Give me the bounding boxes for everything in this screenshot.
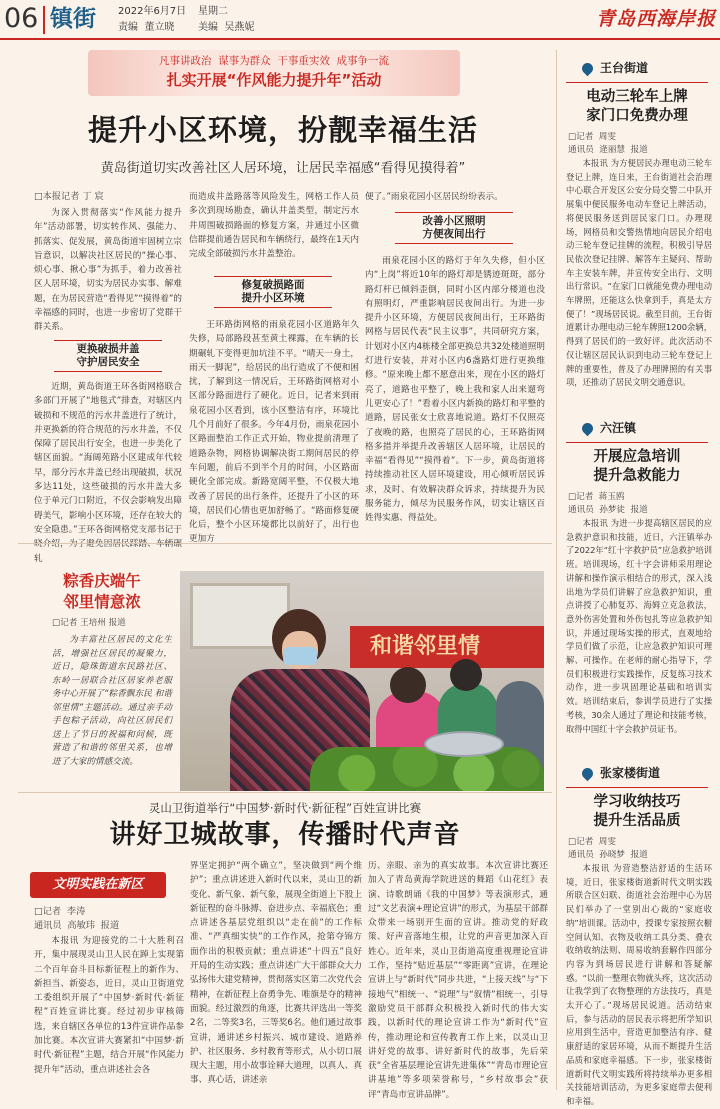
brief-title: 开展应急培训 提升急救能力 xyxy=(593,449,681,484)
brief-zhangjialou xyxy=(562,757,712,1106)
brief-body: 本报讯 为方便居民办理电动三轮车登记上牌，连日来，王台街道社会治理中心联合开发区公安分局交警二中队开展集中便民服务电动车登记上牌活动，将便民服务送到居民家门口。办理现场，网格员和交警热情地向居民介绍电动三轮车登记挂牌的流程，积极引导居民依次登记挂牌、解答车主疑问、帮助车主安装车牌，并宣传安全出行、文明出行常识。“在家门口就能免费办理电动车牌照，还能这么快拿到手，真是太方便了！”现场居民说。截至目前，王台街道累计办理电动三轮车牌照1200余辆，得到了居民们的一致好评。此次活动不仅让辖区居民认识到电动三轮车登记上牌的重要性，普及了办理牌照的有关事项，还推动了居民文明交通意识。 xyxy=(566,158,712,388)
brief-byline-reporter: □记者 周雯 xyxy=(568,837,616,847)
brief-byline-correspondent: 通讯员 孙梦徒 报道 xyxy=(568,505,648,515)
dragon-boat-festival-photo xyxy=(180,571,544,791)
header-date: 2022年6月7日 xyxy=(118,6,187,17)
photo-headline: 粽香庆端午 邻里情意浓 xyxy=(63,571,141,611)
campaign-banner xyxy=(88,50,460,96)
bottom-col3: 历、亲眼、亲为的真实故事。本次宣讲比赛还加入了青岛黄海学院进送的舞蹈《山花红》表演、诗歌朗诵《我的中国梦》等表演形式，通过“文艺表演+理论宣讲”的形式，为基层干部群众带来一场别开生面的宣讲。推动党的好政策、好声音落地生根，让党的声音更加深入百姓心。近年来，灵山卫街道高度重视理论宣讲工作，坚持“贴近基层”“零距离”宣讲，在理论宣讲上与“新时代”同步共进，“上接天线”与“下接地气”相统一、“说理”与“叙情”相统一，引导激励党员干部群众积极投入新时代的伟大实践，以新时代的理论宣讲工作为“新时代”宣传，推动理论和宣传教育工作上来，以灵山卫讲好党的故事、讲好新时代的故事，先后荣获“全省基层理论宣讲先进集体”“青岛市理论宣讲基地”等多项荣誉称号，“乡村故事会”获评“青岛市宣讲品牌”。 xyxy=(368,861,548,1100)
brief-body: 本报讯 为营造整洁舒适的生活环境，近日，张家楼街道新时代文明实践所联合区妇联、街道社会治理中心为居民们举办了一堂别出心裁的“家庭收纳”培训课。活动中，授课专家按照衣橱空间认知、衣物及收纳工具分类、叠衣收纳收纳法则、周易收纳套解作四部分内容为到场居民进行讲解和答疑解惑。“以前一整理衣物就头疼，这次活动让我学到了衣物整理的方法技巧，真是太开心了。”现场居民说道。活动结束后，参与活动的居民表示将把所学知识应用到生活中，营造更加整洁有序、健康舒适的家居环境，从而不断提升生活品质和家庭幸福感。下一步，张家楼街道新时代文明实践所将持续举办更多相关技能培训活动，为更多家庭带去便利和幸福。 xyxy=(566,863,712,1106)
brief-district-rule xyxy=(566,442,708,443)
page-header xyxy=(0,0,720,40)
main-col2-intro: 而造成井盖路落等风险发生，网格工作人员多次到现场勘查，确认井盖类型，制定污水井周围破损路面的修复方案，并通过小区微信群提前通告居民和车辆绕行，最终在1天内完成全部破损污水井盖整治。 xyxy=(189,192,359,260)
subheading-road: 修复破损路面 提升小区环境 xyxy=(214,276,332,308)
photo-woman-mask xyxy=(283,647,317,665)
badge-text: 文明实践在新区 xyxy=(52,877,144,892)
page-number: 06 xyxy=(4,3,39,34)
main-subtitle: 黄岛街道切实改善社区人居环境，让居民幸福感“看得见摸得着” xyxy=(100,161,466,176)
photo-person-green-head xyxy=(450,659,482,691)
subheading-manhole: 更换破损井盖 守护居民安全 xyxy=(54,340,162,372)
photo-person-pink-head xyxy=(390,667,426,703)
photo-banner-text: 和谐邻里情 xyxy=(370,634,481,659)
brief-byline-correspondent: 通讯员 逄丽慧 报道 xyxy=(568,145,648,155)
brief-byline-reporter: □记者 周雯 xyxy=(568,132,616,142)
brief-title: 电动三轮车上牌 家门口免费办理 xyxy=(586,89,688,124)
location-pin-icon xyxy=(580,61,596,77)
bottom-kicker: 灵山卫街道举行“中国梦·新时代·新征程”百姓宣讲比赛 xyxy=(148,801,422,815)
main-col1-body: 近期，黄岛街道王环各街网格联合多部门开展了“地毯式”排查，对辖区内破损和不规范的污水井盖进行了统计，并更换新的符合规范的污水井盖，不仅保障了居民出行安全，也进一步美化了辖区面貌。“海阔苑路小区建成年代较早，部分污水井盖已经出现破损，状况多达11处，这些破损的污水井盖大多位于单元门口附近，不仅会影响发出障碍美气，影响小区环境，还存在较大的安全隐患。”王环各街网格党支部书记于晓介绍，为了避免因居民踩踏、车辆碾轧 xyxy=(34,382,182,564)
photo-basin xyxy=(424,731,504,757)
bottom-headline: 讲好卫城故事，传播时代声音 xyxy=(109,820,461,850)
brief-district: 六汪镇 xyxy=(600,421,637,435)
brief-body: 本报讯 为进一步提高辖区居民的应急救护意识和技能，近日，六汪镇举办了2022年“红十字救护员”应急救护培训班。培训现场，红十字会讲师采用理论讲解和操作演示相结合的形式，深入浅出地为学员们讲解了应急救护知识，重点讲授了心肺复苏、海姆立克急救法，意外伤害处置和外伤包扎等应急救护知识，并通过现场实操的形式，直观地给学员们做了示范，让应急救护知识可理解、可操作。在老师的耐心指导下，学员们积极进行实践操作，反复练习技术动作，进一步巩固理论基础和培训实效。培训结束后，参训学员进行了实操考核，30余人通过了理论和技能考核，取得中国红十字会救护员证书。 xyxy=(566,518,712,734)
brief-district-rule xyxy=(566,82,708,83)
bottom-byline-reporter: □记者 李涛 xyxy=(34,906,86,917)
brief-liuwang xyxy=(562,412,712,757)
right-column-divider xyxy=(556,50,557,1090)
photo-byline: □记者 王培州 报道 xyxy=(52,618,126,628)
bottom-col2: 界坚定拥护“两个确立”，坚决做到“两个维护”；重点讲述进入新时代以来，灵山卫的新变化、新气象、新气象，展现全街道上下股上新征程的奋斗脉搏、奋进步点、幸福底色；重点讲述各基层党组织以“走在前”的工作标准、“严真细实快”的工作作风，抢第夺锦方面作出的积极贡献；重点讲述“十四五”良好开局的生动实践；重点讲述广大干部群众大力弘扬伟大建党精神，贯彻落实区第二次党代会精神，在新征程上奋勇争先、唯旗是夺的精神面貌。经过激烈的角逐，比赛共评选出一等奖2名，二等奖3名，三等奖6名。他们通过故事宣讲，通讲述乡村振兴、城市建设、道路养护、社区服务、乡村教育等形式，从小切口展现大主题，用小故事诠释大道理，以真人、真事、真心话，讲述亲 xyxy=(190,861,362,1086)
main-col3-body: 雨泉花园小区的路灯于年久失修，但小区内“上岗”将近10年的路灯却是锈迹斑斑，部分路灯杆已倾斜歪倒，同时小区内部分楼道也没有照明灯，严重影响居民夜间出行。为进一步提升小区环境，方便居民夜间出行，王环路街网格与居民代表“民主议事”，共同研究方案，计划对小区内4栋楼全部更换总共32处楼道照明灯进行安装，并对小区内6盏路灯进行更换维修。“原来晚上都不愿意出来，现在小区的路灯亮了，道路也平整了，晚上我和家人出来遛弯儿更安心了！”看着小区内新换的路灯和平整的道路，居民张女士欣喜地说道。路灯不仅照亮了夜晚的路，也照亮了居民的心，王环路街网格多措并举提升改善辖区人居环境，让居民的幸福“看得见”“摸得着”。下一步，黄岛街道将持续推动社区人居环境建设，用心倾听居民诉求，及时、有效解决群众诉求，持续提升为民服务能力，倾尽为民服务作风，切实让辖区百姓得实惠、得益处。 xyxy=(365,256,545,524)
photo-red-banner xyxy=(350,626,544,668)
brief-byline-reporter: □记者 蒋玉鸥 xyxy=(568,492,625,502)
photo-caption: 为丰富社区居民的文化生活，增强社区居民的凝聚力，近日，隐珠街道东民路社区、东岭一居联合社区居家养老服务中心开展了“粽香飘东民 和谐邻里情”主题活动。通过亲手动手包粽子活动，向社区居民们送上了节日的祝福和问候，既营造了和谐的邻里关系，也增进了大家的情感交流。 xyxy=(52,635,172,767)
main-col3-intro: 便了。”雨泉花园小区居民纷纷表示。 xyxy=(365,192,503,202)
header-divider xyxy=(43,6,45,34)
photo-leaves xyxy=(310,747,544,791)
brief-district: 王台街道 xyxy=(600,61,649,75)
section-name: 镇街 xyxy=(50,6,96,32)
brief-district: 张家楼街道 xyxy=(600,766,661,780)
main-col1-intro: 为深入贯彻落实“作风能力提升年”活动部署，切实转作风、强能力、抓落实、促发展，黄岛街道牢固树立宗旨意识，以解决社区居民的“操心事、烦心事、揪心事”为抓手，着力改善社区人居环境，切实为居民办实事、解难题，在为居民营造“看得见”“摸得着”的幸福感的同时，也进一步密切了党群干群关系。 xyxy=(34,208,182,333)
bottom-col1: 本报讯 为迎接党的二十大胜利召开，集中展现灵山卫人民在踔上实现第二个百年奋斗目标新征程上的新作为、新担当、新姿态，近日，灵山卫街道党工委组织开展了“中国梦·新时代·新征程”百姓宣讲比赛。经过初步审核筛选，来自辖区各单位的13件宣讲作品参加比赛。本次宣讲大赛紧扣“中国梦·新时代·新征程”主题，结合开展“作风能力提升年”活动，重点讲述社会各 xyxy=(34,936,184,1075)
header-editors: 责编 董立晓 xyxy=(118,22,175,33)
brief-byline-correspondent: 通讯员 孙晓梦 报道 xyxy=(568,850,648,860)
banner-slogan: 凡事讲政治 谋事为群众 干事重实效 成事争一流 xyxy=(158,55,390,67)
bottom-byline-correspondent: 通讯员 高敏玮 报道 xyxy=(34,920,120,931)
main-byline: □本报记者 丁 宸 xyxy=(34,191,104,202)
brief-district-rule xyxy=(566,787,708,788)
header-designers: 美编 吴燕妮 xyxy=(198,22,255,33)
subheading-lighting: 改善小区照明 方便夜间出行 xyxy=(395,212,513,244)
brief-title: 学习收纳技巧 提升生活品质 xyxy=(593,794,681,829)
header-weekday: 星期二 xyxy=(198,6,228,17)
location-pin-icon xyxy=(580,421,596,437)
brief-wangtai xyxy=(562,52,712,412)
main-headline: 提升小区环境，扮靓幸福生活 xyxy=(87,113,478,147)
location-pin-icon xyxy=(580,766,596,782)
banner-title: 扎实开展“作风能力提升年”活动 xyxy=(166,71,382,89)
photo-story xyxy=(18,543,552,793)
civilization-badge xyxy=(30,872,166,898)
masthead-logo: 青岛西海岸报 xyxy=(596,8,717,30)
main-col2-body: 王环路街网格的雨泉花园小区道路年久失修，局部路段甚至黄土裸露，在车辆的长期碾轧下变得更加坑洼不平。“晴天一身土，雨天一脚泥”，给居民的出行造成了不便和困扰，了解到这一情况后，王环路街网格对小区部分路面进行了硬化。近日，记者来到雨泉花园小区看到，该小区整洁有序，环境比几个月前好了很多。今年4月份，雨泉花园小区路面整治工作正式开始，物业提前清理了道路杂物，网格协调解决街工期间居民的停车问题，前后不到半个月的时间，小区路面硬化全部完成。新路宽阔平整，不仅极大地改善了居民的出行条件，还提升了小区的环境，居民们心情也更加舒畅了。“路面修复硬化后，整个小区环境都比以前好了，出行也更加方 xyxy=(189,320,359,545)
